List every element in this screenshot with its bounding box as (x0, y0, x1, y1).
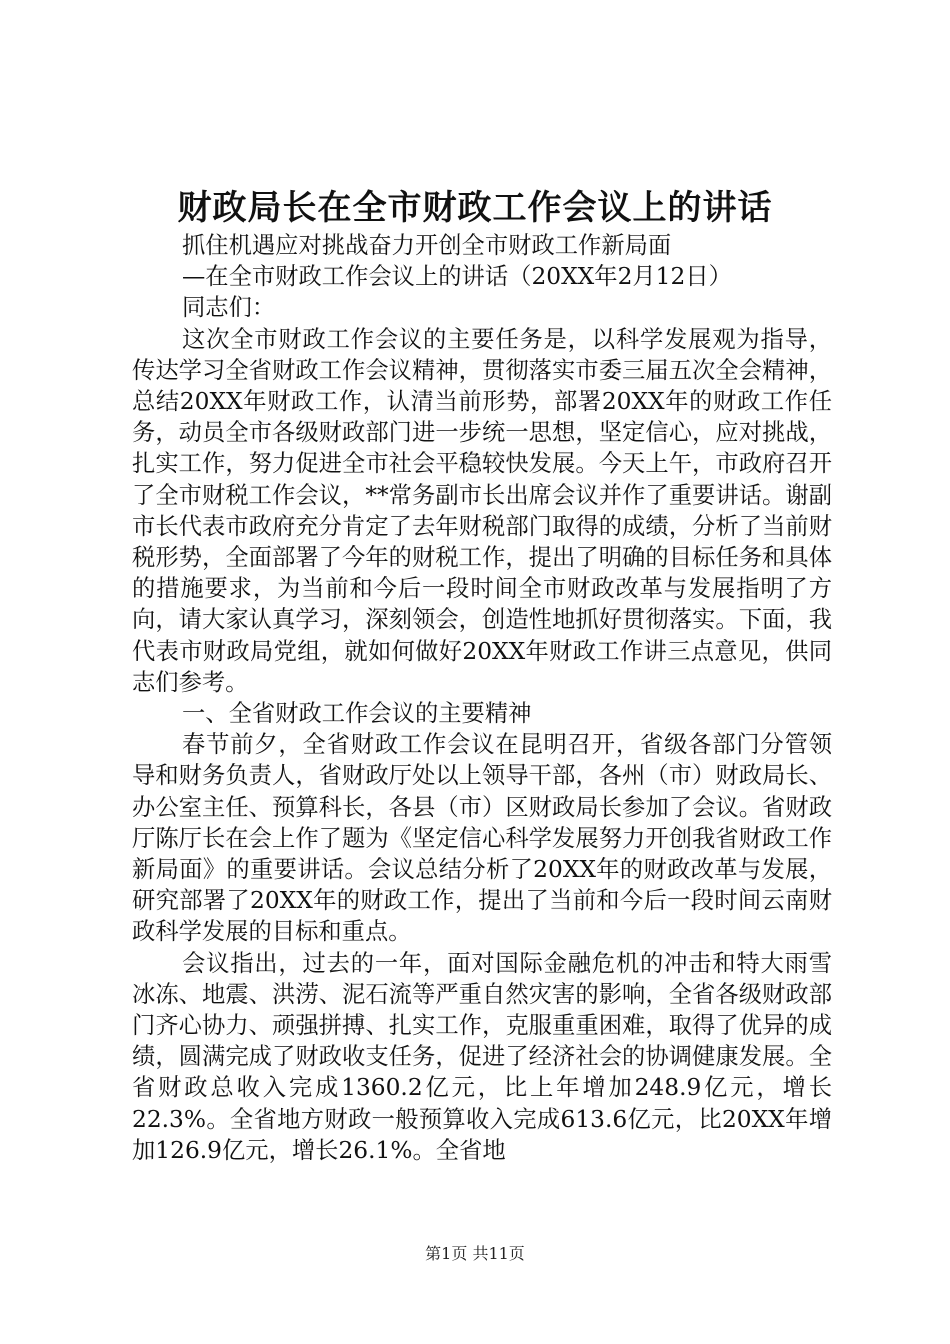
page-footer: 第1页 共11页 (425, 1244, 525, 1263)
paragraph-2: 春节前夕，全省财政工作会议在昆明召开，省级各部门分管领导和财务负责人，省财政厅处以上领导干部，各州（市）财政局长、办公室主任、预算科长，各县（市）区财政局长参加了会议。省财政厅陈厅长在会上作了题为《坚定信心科学发展努力开创我省财政工作新局面》的重要讲话。会议总结分析了20XX年的财政改革与发展，研究部署了20XX年的财政工作，提出了当前和今后一段时间云南财政科学发展的目标和重点。 (132, 731, 832, 946)
salutation: 同志们： (182, 294, 276, 322)
document-title: 财政局长在全市财政工作会议上的讲话 (177, 188, 773, 228)
document-subtitle-2: —在全市财政工作会议上的讲话（20XX年2月12日） (182, 263, 732, 291)
document-subtitle: 抓住机遇应对挑战奋力开创全市财政工作新局面 (182, 232, 672, 259)
paragraph-1: 这次全市财政工作会议的主要任务是，以科学发展观为指导，传达学习全省财政工作会议精神，贯彻落实市委三届五次全会精神，总结20XX年财政工作，认清当前形势，部署20XX年的财政工作任务，动员全市各级财政部门进一步统一思想，坚定信心，应对挑战，扎实工作，努力促进全市社会平稳较快发展。今天上午，市政府召开了全市财税工作会议，**常务副市长出席会议并作了重要讲话。谢副市长代表市政府充分肯定了去年财税部门取得的成绩，分析了当前财税形势，全面部署了今年的财税工作，提出了明确的目标任务和具体的措施要求，为当前和今后一段时间全市财政改革与发展指明了方向，请大家认真学习，深刻领会，创造性地抓好贯彻落实。下面，我代表市财政局党组，就如何做好20XX年财政工作讲三点意见，供同志们参考。 (132, 325, 832, 696)
section-heading-1: 一、全省财政工作会议的主要精神 (182, 700, 532, 728)
paragraph-3: 会议指出，过去的一年，面对国际金融危机的冲击和特大雨雪冰冻、地震、洪涝、泥石流等严重自然灾害的影响，全省各级财政部门齐心协力、顽强拼搏、扎实工作，克服重重困难，取得了优异的成绩，圆满完成了财政收支任务，促进了经济社会的协调健康发展。全省财政总收入完成1360.2亿元，比上年增加248.9亿元，增长22.3%。全省地方财政一般预算收入完成613.6亿元，比20XX年增加126.9亿元，增长26.1%。全省地 (132, 949, 832, 1164)
document-body (132, 230, 832, 1166)
